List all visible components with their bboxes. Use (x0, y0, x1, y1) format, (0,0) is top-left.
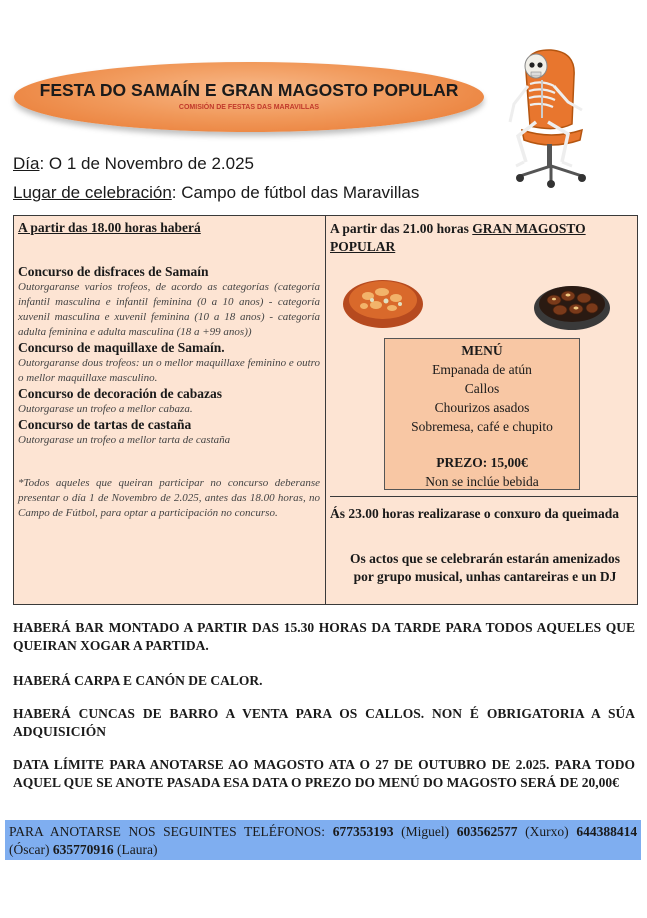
menu-item: Callos (464, 381, 500, 396)
event-date (13, 154, 254, 174)
phone-contact-name: (Laura) (116, 842, 158, 857)
bowls-notice: HABERÁ CUNCAS DE BARRO A VENTA PARA OS CALLOS. NON É OBRIGATORIA A SÚA ADQUISICIÓN (13, 706, 635, 739)
place-label: Lugar de celebración (13, 183, 172, 202)
event-title: FESTA DO SAMAÍN E GRAN MAGOSTO POPULAR (39, 80, 459, 100)
title-banner (14, 62, 484, 132)
phone-number[interactable]: 644388414 (576, 824, 638, 839)
menu-title: MENÚ (461, 343, 503, 358)
contest-description: Outorgaranse dous trofeos: un o mellor maquillaxe feminino e outro o mellor maquillaxe masculino. (18, 357, 320, 384)
phones-intro: PARA ANOTARSE NOS SEGUINTES TELÉFONOS: (9, 824, 326, 839)
menu-note: Non se inclúe bebida (425, 474, 539, 489)
bar-notice: HABERÁ BAR MONTADO A PARTIR DAS 15.30 HORAS DA TARDE PARA TODOS AQUELES QUE QUEIRAN XOGAR A PARTIDA. (13, 620, 635, 653)
contest-description: Outorgarase un trofeo a mellor tarta de castaña (18, 434, 231, 446)
menu-box (384, 338, 580, 490)
phone-contact-name: (Miguel) (401, 824, 450, 839)
menu-item: Sobremesa, café e chupito (411, 419, 553, 434)
entertainment-text: Os actos que se celebrarán estarán amenizados por grupo musical, unhas cantareiras e un DJ (350, 551, 620, 584)
event-place (13, 183, 419, 203)
program-box (13, 215, 638, 605)
skeleton-chair-illustration (496, 44, 600, 192)
evening-column (330, 220, 634, 584)
contest-description: Outorgarase un trofeo a mellor cabaza. (18, 403, 193, 415)
phone-number[interactable]: 603562577 (456, 824, 518, 839)
menu-price: PREZO: 15,00€ (436, 455, 528, 470)
place-value: : Campo de fútbol das Maravillas (171, 183, 420, 202)
tent-notice: HABERÁ CARPA E CANÓN DE CALOR. (13, 673, 263, 688)
evening-heading (330, 220, 634, 256)
afternoon-heading: A partir das 18.00 horas haberá (18, 220, 201, 235)
phone-contacts (5, 820, 641, 860)
phone-number[interactable]: 677353193 (332, 824, 394, 839)
date-value: : O 1 de Novembro de 2.025 (39, 154, 254, 173)
evening-separator (330, 496, 638, 497)
contest-title: Concurso de decoración de cabazas (18, 386, 222, 401)
menu-item: Empanada de atún (432, 362, 532, 377)
afternoon-column (18, 220, 320, 521)
contest-title: Concurso de tartas de castaña (18, 417, 192, 432)
column-divider (325, 216, 326, 604)
contest-description: Outorgaranse varios trofeos, de acordo as categorías (categoría infantil masculina e infantil feminina (0 a 10 anos) - categoría xuvenil masculina e xuvenil feminina (10 a 18 anos) - categoría adulta feminina e adulta masculina (18 a +99 anos)) (18, 281, 320, 338)
date-label: Día (13, 154, 40, 173)
deadline-notice: DATA LÍMITE PARA ANOTARSE AO MAGOSTO ATA O 27 DE OUTUBRO DE 2.025. PARA TODO AQUEL QUE SE ANOTE PASADA ESA DATA O PREZO DO MENÚ DO MAGOSTO SERÁ DE 20,00€ (13, 757, 635, 790)
contest-title: Concurso de maquillaxe de Samaín. (18, 340, 225, 355)
phone-contact-name: (Óscar) (9, 842, 50, 857)
evening-heading-event: GRAN MAGOSTO POPULAR (330, 221, 586, 254)
queimada-text: Ás 23.00 horas realizarase o conxuro da queimada (330, 506, 620, 521)
callos-dish-image (342, 268, 424, 330)
menu-item: Chourizos asados (434, 400, 530, 415)
contest-title: Concurso de disfraces de Samaín (18, 264, 209, 279)
phone-contact-name: (Xurxo) (525, 824, 569, 839)
evening-heading-prefix: A partir das 21.00 horas (330, 221, 473, 236)
participation-note: *Todos aqueles que queiran participar no concurso deberanse presentar o día 1 de Novembro de 2.025, antes das 18.00 horas, no Campo de Fútbol, para optar a participación no concurso. (18, 477, 320, 519)
organizer-subtitle: COMISIÓN DE FESTAS DAS MARAVILLAS (178, 104, 320, 111)
phone-number[interactable]: 635770916 (52, 842, 114, 857)
roasted-chestnuts-image (532, 270, 612, 332)
